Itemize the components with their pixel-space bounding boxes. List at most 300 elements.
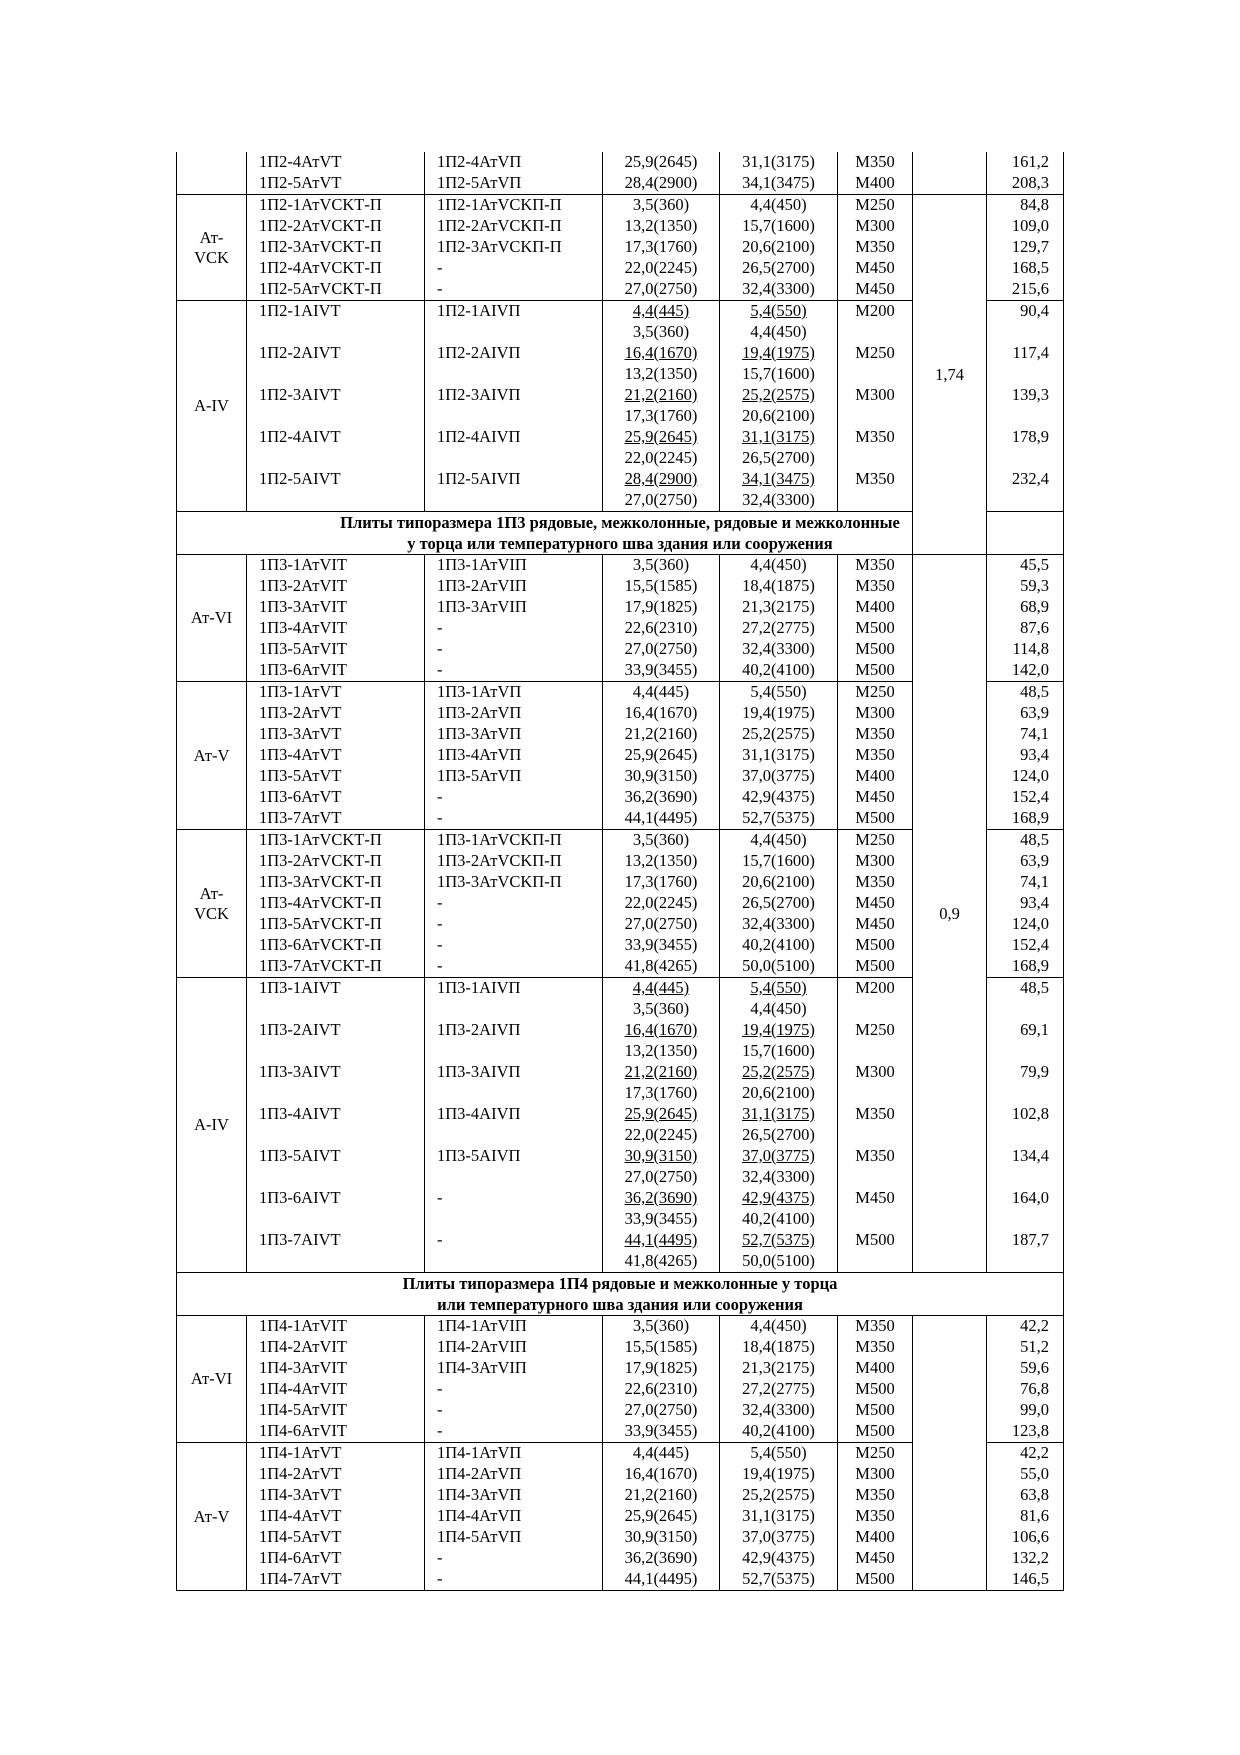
load-value-cell: 15,7(1600) [720, 1041, 838, 1062]
mass-value-cell: 232,4 [987, 469, 1064, 490]
reinforcement-class-cell: Ат- VCK [177, 195, 247, 301]
concrete-grade-cell: М250 [838, 682, 913, 704]
load-value-cell: 25,9(2645) [603, 745, 720, 766]
plate-mark-alt-cell: - [425, 808, 603, 830]
plate-mark-cell: 1П3-5АтVIТ [247, 639, 425, 660]
load-value-cell: 19,4(1975) [720, 1464, 838, 1485]
concrete-grade-cell [838, 1209, 913, 1230]
plate-mark-alt-cell [425, 490, 603, 512]
load-value-cell: 20,6(2100) [720, 1083, 838, 1104]
plate-mark-alt-cell: - [425, 787, 603, 808]
mass-value-cell: 63,8 [987, 1485, 1064, 1506]
plate-mark-alt-cell [425, 999, 603, 1020]
plate-mark-alt-cell: 1П3-3АтVП [425, 724, 603, 745]
mass-value-cell: 45,5 [987, 555, 1064, 577]
load-value-cell: 32,4(3300) [720, 639, 838, 660]
plate-mark-alt-cell: 1П3-1АтVП [425, 682, 603, 704]
concrete-grade-cell: М250 [838, 830, 913, 852]
plate-mark-cell: 1П2-4АтVCKТ-П [247, 258, 425, 279]
plate-mark-alt-cell [425, 1041, 603, 1062]
mass-value-cell: 132,2 [987, 1548, 1064, 1569]
mass-value-cell: 55,0 [987, 1464, 1064, 1485]
load-value-cell: 18,4(1875) [720, 1337, 838, 1358]
reinforcement-class-cell: Ат- VCK [177, 830, 247, 978]
concrete-grade-cell: М200 [838, 978, 913, 1000]
mass-value-cell: 76,8 [987, 1379, 1064, 1400]
plate-mark-cell: 1П2-5АтVТ [247, 173, 425, 195]
load-value-cell: 17,9(1825) [603, 1358, 720, 1379]
concrete-grade-cell [838, 1125, 913, 1146]
load-value-cell: 21,2(2160) [603, 724, 720, 745]
mass-value-cell: 99,0 [987, 1400, 1064, 1421]
concrete-grade-cell: М450 [838, 893, 913, 914]
plate-mark-cell: 1П3-1АтVТ [247, 682, 425, 704]
plate-mark-cell: 1П4-1АтVТ [247, 1443, 425, 1465]
mass-value-cell [987, 364, 1064, 385]
load-value-cell: 40,2(4100) [720, 1421, 838, 1443]
concrete-grade-cell: М450 [838, 279, 913, 301]
load-value-cell: 17,3(1760) [603, 237, 720, 258]
load-value-cell: 30,9(3150) [603, 1527, 720, 1548]
concrete-grade-cell: М350 [838, 1506, 913, 1527]
section-header-row [177, 1273, 1064, 1316]
plate-mark-cell: 1П2-1АIVТ [247, 301, 425, 323]
reinforcement-class-cell [177, 152, 247, 195]
load-value-cell: 37,0(3775) [720, 766, 838, 787]
load-value-cell: 4,4(450) [720, 830, 838, 852]
plate-mark-cell [247, 1083, 425, 1104]
coefficient-cell [913, 1316, 987, 1591]
plate-mark-cell: 1П4-3АтVIТ [247, 1358, 425, 1379]
mass-value-cell: 48,5 [987, 830, 1064, 852]
concrete-grade-cell: М250 [838, 343, 913, 364]
load-value-cell: 37,0(3775) [720, 1146, 838, 1167]
plate-mark-alt-cell [425, 1167, 603, 1188]
concrete-grade-cell: М450 [838, 787, 913, 808]
load-value-cell: 22,0(2245) [603, 258, 720, 279]
mass-value-cell: 42,2 [987, 1443, 1064, 1465]
plate-mark-cell: 1П3-4АтVТ [247, 745, 425, 766]
load-value-cell: 19,4(1975) [720, 343, 838, 364]
mass-value-cell: 124,0 [987, 766, 1064, 787]
mass-value-cell: 123,8 [987, 1421, 1064, 1443]
mass-value-cell: 48,5 [987, 978, 1064, 1000]
concrete-grade-cell: М350 [838, 745, 913, 766]
plate-mark-alt-cell: 1П2-2АтVCKП-П [425, 216, 603, 237]
plate-mark-alt-cell: - [425, 660, 603, 682]
load-value-cell: 20,6(2100) [720, 406, 838, 427]
concrete-grade-cell [838, 322, 913, 343]
load-value-cell: 4,4(450) [720, 555, 838, 577]
mass-value-cell: 139,3 [987, 385, 1064, 406]
mass-value-cell: 114,8 [987, 639, 1064, 660]
concrete-grade-cell [838, 1167, 913, 1188]
plate-mark-alt-cell: - [425, 639, 603, 660]
coefficient-cell [913, 152, 987, 195]
mass-value-cell [987, 1251, 1064, 1273]
load-value-cell: 4,4(445) [603, 682, 720, 704]
plate-mark-alt-cell: 1П3-3АтVCKП-П [425, 872, 603, 893]
reinforcement-class-cell: А-IV [177, 978, 247, 1273]
load-value-cell: 21,2(2160) [603, 1062, 720, 1083]
load-value-cell: 31,1(3175) [720, 1104, 838, 1125]
mass-value-cell: 152,4 [987, 935, 1064, 956]
concrete-grade-cell: М500 [838, 1569, 913, 1591]
load-value-cell: 28,4(2900) [603, 173, 720, 195]
load-value-cell: 3,5(360) [603, 999, 720, 1020]
load-value-cell: 3,5(360) [603, 1316, 720, 1338]
load-value-cell: 26,5(2700) [720, 893, 838, 914]
concrete-grade-cell [838, 1041, 913, 1062]
concrete-grade-cell: М350 [838, 724, 913, 745]
concrete-grade-cell [838, 490, 913, 512]
plate-mark-alt-cell: 1П2-1АтVCKП-П [425, 195, 603, 217]
plate-mark-alt-cell: - [425, 893, 603, 914]
load-value-cell: 4,4(450) [720, 195, 838, 217]
coefficient-cell: 0,9 [913, 555, 987, 1273]
plate-mark-cell: 1П3-4АтVIТ [247, 618, 425, 639]
section-header-row [177, 512, 1064, 555]
load-value-cell: 33,9(3455) [603, 1209, 720, 1230]
mass-value-cell: 59,3 [987, 576, 1064, 597]
load-value-cell: 20,6(2100) [720, 237, 838, 258]
load-value-cell: 52,7(5375) [720, 808, 838, 830]
concrete-grade-cell: М450 [838, 258, 913, 279]
mass-value-cell: 93,4 [987, 893, 1064, 914]
table-row [177, 1316, 1064, 1338]
load-value-cell: 4,4(445) [603, 301, 720, 323]
mass-value-cell [987, 1167, 1064, 1188]
plate-mark-cell: 1П3-2АтVIТ [247, 576, 425, 597]
plate-mark-cell [247, 490, 425, 512]
concrete-grade-cell: М350 [838, 1104, 913, 1125]
mass-value-cell: 146,5 [987, 1569, 1064, 1591]
concrete-grade-cell: М500 [838, 639, 913, 660]
mass-value-cell: 81,6 [987, 1506, 1064, 1527]
load-value-cell: 15,7(1600) [720, 851, 838, 872]
plate-mark-cell: 1П3-6АIVТ [247, 1188, 425, 1209]
load-value-cell: 21,3(2175) [720, 597, 838, 618]
load-value-cell: 16,4(1670) [603, 1020, 720, 1041]
plate-mark-alt-cell: 1П3-3АIVП [425, 1062, 603, 1083]
mass-value-cell: 168,9 [987, 956, 1064, 978]
load-value-cell: 41,8(4265) [603, 1251, 720, 1273]
mass-value-cell: 106,6 [987, 1527, 1064, 1548]
mass-value-cell: 90,4 [987, 301, 1064, 323]
plate-mark-alt-cell [425, 406, 603, 427]
load-value-cell: 27,0(2750) [603, 639, 720, 660]
concrete-grade-cell: М450 [838, 914, 913, 935]
plate-mark-alt-cell [425, 1209, 603, 1230]
load-value-cell: 3,5(360) [603, 195, 720, 217]
concrete-grade-cell [838, 448, 913, 469]
concrete-grade-cell: М500 [838, 1421, 913, 1443]
plate-mark-alt-cell: - [425, 1188, 603, 1209]
plate-mark-alt-cell: - [425, 1548, 603, 1569]
plate-mark-cell: 1П4-7АтVТ [247, 1569, 425, 1591]
load-value-cell: 22,0(2245) [603, 893, 720, 914]
plate-mark-alt-cell: - [425, 618, 603, 639]
plate-mark-cell: 1П4-5АтVТ [247, 1527, 425, 1548]
load-value-cell: 27,0(2750) [603, 914, 720, 935]
load-value-cell: 40,2(4100) [720, 660, 838, 682]
mass-value-cell: 168,9 [987, 808, 1064, 830]
plate-mark-cell: 1П2-1АтVCKТ-П [247, 195, 425, 217]
load-value-cell: 5,4(550) [720, 1443, 838, 1465]
plate-mark-alt-cell: 1П4-1АтVIП [425, 1316, 603, 1338]
mass-value-cell: 117,4 [987, 343, 1064, 364]
load-value-cell: 30,9(3150) [603, 766, 720, 787]
load-value-cell: 3,5(360) [603, 322, 720, 343]
concrete-grade-cell: М250 [838, 195, 913, 217]
plate-mark-cell: 1П3-6АтVТ [247, 787, 425, 808]
concrete-grade-cell: М500 [838, 660, 913, 682]
concrete-grade-cell: М500 [838, 1379, 913, 1400]
concrete-grade-cell: М350 [838, 1485, 913, 1506]
concrete-grade-cell: М500 [838, 956, 913, 978]
load-value-cell: 36,2(3690) [603, 1188, 720, 1209]
concrete-grade-cell: М400 [838, 1527, 913, 1548]
plate-mark-alt-cell [425, 1251, 603, 1273]
load-value-cell: 31,1(3175) [720, 152, 838, 173]
load-value-cell: 25,9(2645) [603, 1104, 720, 1125]
plate-mark-cell: 1П2-4АIVТ [247, 427, 425, 448]
mass-value-cell: 48,5 [987, 682, 1064, 704]
load-value-cell: 17,3(1760) [603, 406, 720, 427]
load-value-cell: 42,9(4375) [720, 1188, 838, 1209]
plate-mark-cell: 1П3-3АтVТ [247, 724, 425, 745]
plate-mark-alt-cell: 1П3-5АтVП [425, 766, 603, 787]
plate-mark-cell: 1П3-1АIVТ [247, 978, 425, 1000]
load-value-cell: 13,2(1350) [603, 216, 720, 237]
plate-mark-alt-cell [425, 1125, 603, 1146]
plate-mark-alt-cell: 1П3-5АIVП [425, 1146, 603, 1167]
concrete-grade-cell: М500 [838, 618, 913, 639]
plate-mark-cell: 1П3-7АIVТ [247, 1230, 425, 1251]
load-value-cell: 15,5(1585) [603, 1337, 720, 1358]
load-value-cell: 34,1(3475) [720, 173, 838, 195]
concrete-grade-cell: М400 [838, 173, 913, 195]
concrete-grade-cell: М500 [838, 935, 913, 956]
concrete-grade-cell [838, 364, 913, 385]
mass-value-cell: 51,2 [987, 1337, 1064, 1358]
section-title: Плиты типоразмера 1П3 рядовые, межколонные, рядовые и межколонные у торца или температурного шва здания или сооружения [177, 512, 1064, 555]
load-value-cell: 44,1(4495) [603, 1569, 720, 1591]
mass-value-cell: 68,9 [987, 597, 1064, 618]
plate-mark-alt-cell: - [425, 1379, 603, 1400]
plate-mark-cell [247, 1041, 425, 1062]
plate-mark-cell: 1П3-5АIVТ [247, 1146, 425, 1167]
load-value-cell: 25,2(2575) [720, 1062, 838, 1083]
concrete-grade-cell: М350 [838, 576, 913, 597]
plate-mark-cell: 1П3-5АтVТ [247, 766, 425, 787]
concrete-grade-cell: М400 [838, 766, 913, 787]
plate-mark-alt-cell: 1П4-4АтVП [425, 1506, 603, 1527]
mass-value-cell [987, 406, 1064, 427]
load-value-cell: 5,4(550) [720, 682, 838, 704]
load-value-cell: 33,9(3455) [603, 935, 720, 956]
plate-mark-alt-cell [425, 448, 603, 469]
mass-value-cell: 109,0 [987, 216, 1064, 237]
table-row [177, 152, 1064, 173]
load-value-cell: 15,5(1585) [603, 576, 720, 597]
mass-value-cell [987, 448, 1064, 469]
plate-mark-alt-cell: 1П2-5АIVП [425, 469, 603, 490]
plate-mark-alt-cell: 1П2-2АIVП [425, 343, 603, 364]
mass-value-cell: 168,5 [987, 258, 1064, 279]
mass-value-cell: 178,9 [987, 427, 1064, 448]
mass-value-cell: 42,2 [987, 1316, 1064, 1338]
load-value-cell: 4,4(445) [603, 978, 720, 1000]
concrete-grade-cell: М350 [838, 1146, 913, 1167]
plate-mark-alt-cell: 1П3-4АIVП [425, 1104, 603, 1125]
load-value-cell: 3,5(360) [603, 830, 720, 852]
plate-mark-alt-cell: 1П2-3АIVП [425, 385, 603, 406]
load-value-cell: 17,3(1760) [603, 872, 720, 893]
plates-table [176, 152, 1064, 1591]
plate-mark-cell: 1П3-7АтVТ [247, 808, 425, 830]
mass-value-cell [987, 322, 1064, 343]
plate-mark-alt-cell: 1П4-2АтVП [425, 1464, 603, 1485]
concrete-grade-cell: М350 [838, 152, 913, 173]
plate-mark-alt-cell: 1П3-1АтVIП [425, 555, 603, 577]
concrete-grade-cell: М300 [838, 216, 913, 237]
plate-mark-cell [247, 364, 425, 385]
coefficient-cell: 1,74 [913, 195, 987, 555]
plate-mark-cell: 1П4-1АтVIТ [247, 1316, 425, 1338]
load-value-cell: 22,6(2310) [603, 1379, 720, 1400]
plate-mark-alt-cell: - [425, 956, 603, 978]
plate-mark-cell: 1П2-3АIVТ [247, 385, 425, 406]
load-value-cell: 17,3(1760) [603, 1083, 720, 1104]
concrete-grade-cell: М350 [838, 427, 913, 448]
load-value-cell: 17,9(1825) [603, 597, 720, 618]
load-value-cell: 36,2(3690) [603, 1548, 720, 1569]
load-value-cell: 4,4(450) [720, 1316, 838, 1338]
plate-mark-alt-cell: 1П2-5АтVП [425, 173, 603, 195]
concrete-grade-cell: М400 [838, 597, 913, 618]
load-value-cell: 21,2(2160) [603, 385, 720, 406]
mass-value-cell: 129,7 [987, 237, 1064, 258]
load-value-cell: 42,9(4375) [720, 787, 838, 808]
load-value-cell: 52,7(5375) [720, 1569, 838, 1591]
plate-mark-cell: 1П2-2АтVCKТ-П [247, 216, 425, 237]
plate-mark-alt-cell: - [425, 914, 603, 935]
plate-mark-cell: 1П4-5АтVIТ [247, 1400, 425, 1421]
plate-mark-cell: 1П3-4АтVCKТ-П [247, 893, 425, 914]
load-value-cell: 40,2(4100) [720, 935, 838, 956]
plate-mark-cell: 1П3-3АIVТ [247, 1062, 425, 1083]
plate-mark-cell: 1П4-2АтVТ [247, 1464, 425, 1485]
plate-mark-cell: 1П4-4АтVIТ [247, 1379, 425, 1400]
mass-value-cell: 142,0 [987, 660, 1064, 682]
concrete-grade-cell: М300 [838, 1062, 913, 1083]
plate-mark-alt-cell: 1П3-2АтVCKП-П [425, 851, 603, 872]
concrete-grade-cell: М300 [838, 385, 913, 406]
concrete-grade-cell: М350 [838, 237, 913, 258]
load-value-cell: 16,4(1670) [603, 343, 720, 364]
plate-mark-cell: 1П2-5АIVТ [247, 469, 425, 490]
plate-mark-cell: 1П4-3АтVТ [247, 1485, 425, 1506]
load-value-cell: 4,4(450) [720, 322, 838, 343]
plate-mark-alt-cell: - [425, 1400, 603, 1421]
load-value-cell: 16,4(1670) [603, 703, 720, 724]
plate-mark-cell: 1П2-2АIVТ [247, 343, 425, 364]
load-value-cell: 33,9(3455) [603, 660, 720, 682]
plate-mark-alt-cell: 1П3-4АтVП [425, 745, 603, 766]
load-value-cell: 5,4(550) [720, 301, 838, 323]
load-value-cell: 32,4(3300) [720, 1167, 838, 1188]
load-value-cell: 31,1(3175) [720, 745, 838, 766]
load-value-cell: 28,4(2900) [603, 469, 720, 490]
concrete-grade-cell: М250 [838, 1020, 913, 1041]
plate-mark-alt-cell: 1П2-1АIVП [425, 301, 603, 323]
plate-mark-alt-cell [425, 364, 603, 385]
plate-mark-alt-cell: - [425, 279, 603, 301]
load-value-cell: 31,1(3175) [720, 1506, 838, 1527]
concrete-grade-cell [838, 1083, 913, 1104]
load-value-cell: 22,0(2245) [603, 1125, 720, 1146]
load-value-cell: 25,2(2575) [720, 724, 838, 745]
plate-mark-cell [247, 1251, 425, 1273]
mass-value-cell: 208,3 [987, 173, 1064, 195]
load-value-cell: 13,2(1350) [603, 364, 720, 385]
load-value-cell: 32,4(3300) [720, 1400, 838, 1421]
load-value-cell: 4,4(450) [720, 999, 838, 1020]
load-value-cell: 19,4(1975) [720, 1020, 838, 1041]
concrete-grade-cell: М450 [838, 1188, 913, 1209]
plate-mark-alt-cell: 1П3-1АIVП [425, 978, 603, 1000]
load-value-cell: 26,5(2700) [720, 1125, 838, 1146]
reinforcement-class-cell: Ат-VI [177, 555, 247, 682]
plate-mark-cell [247, 322, 425, 343]
plate-mark-cell: 1П2-4АтVТ [247, 152, 425, 173]
reinforcement-class-cell: Ат-V [177, 682, 247, 830]
concrete-grade-cell: М500 [838, 1400, 913, 1421]
plate-mark-cell: 1П3-4АIVТ [247, 1104, 425, 1125]
concrete-grade-cell [838, 1251, 913, 1273]
mass-value-cell [987, 1125, 1064, 1146]
plate-mark-alt-cell: 1П4-2АтVIП [425, 1337, 603, 1358]
plate-mark-cell [247, 1209, 425, 1230]
concrete-grade-cell: М350 [838, 872, 913, 893]
mass-value-cell: 63,9 [987, 851, 1064, 872]
concrete-grade-cell: М350 [838, 1337, 913, 1358]
plate-mark-cell: 1П3-3АтVIТ [247, 597, 425, 618]
reinforcement-class-cell: Ат-V [177, 1443, 247, 1591]
load-value-cell: 32,4(3300) [720, 914, 838, 935]
load-value-cell: 25,2(2575) [720, 1485, 838, 1506]
concrete-grade-cell: М250 [838, 1443, 913, 1465]
mass-value-cell: 69,1 [987, 1020, 1064, 1041]
plate-mark-alt-cell: - [425, 258, 603, 279]
reinforcement-class-cell: Ат-VI [177, 1316, 247, 1443]
load-value-cell: 34,1(3475) [720, 469, 838, 490]
load-value-cell: 16,4(1670) [603, 1464, 720, 1485]
plate-mark-cell: 1П3-5АтVCKТ-П [247, 914, 425, 935]
load-value-cell: 27,2(2775) [720, 618, 838, 639]
load-value-cell: 19,4(1975) [720, 703, 838, 724]
plate-mark-alt-cell: 1П3-2АIVП [425, 1020, 603, 1041]
mass-value-cell: 102,8 [987, 1104, 1064, 1125]
plate-mark-cell: 1П3-2АIVТ [247, 1020, 425, 1041]
load-value-cell: 4,4(445) [603, 1443, 720, 1465]
plate-mark-alt-cell [425, 322, 603, 343]
mass-value-cell: 84,8 [987, 195, 1064, 217]
plate-mark-cell: 1П4-4АтVТ [247, 1506, 425, 1527]
mass-value-cell: 215,6 [987, 279, 1064, 301]
load-value-cell: 52,7(5375) [720, 1230, 838, 1251]
